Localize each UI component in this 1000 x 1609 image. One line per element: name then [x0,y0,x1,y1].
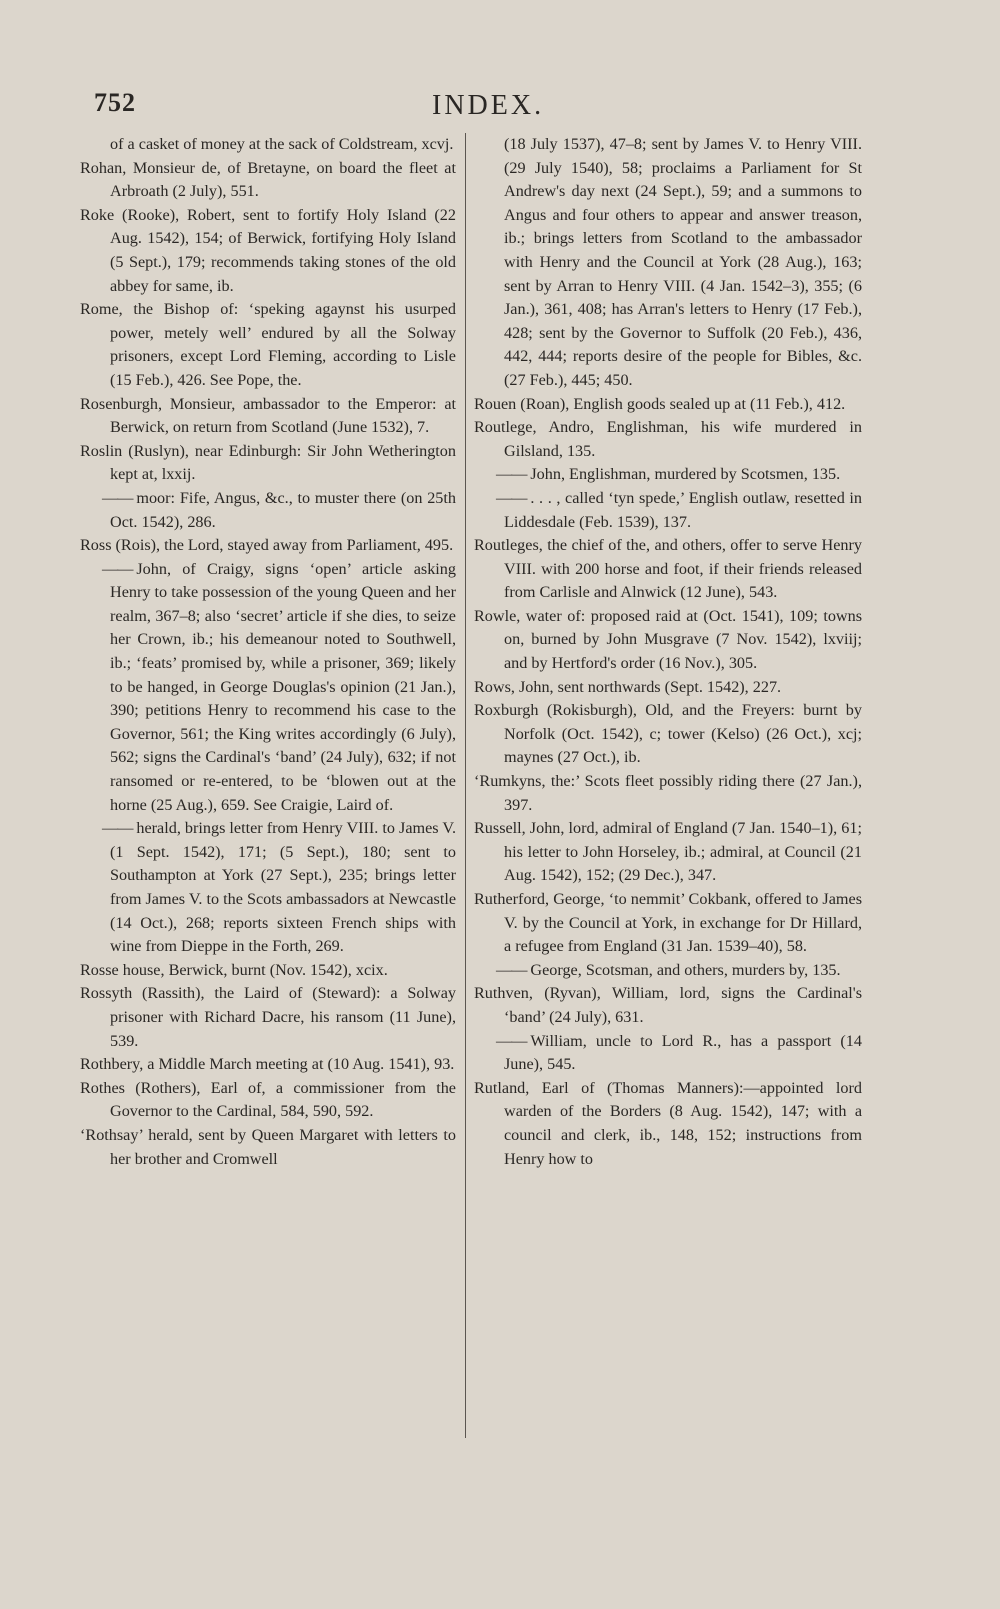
index-entry: Russell, John, lord, admiral of England (7 Jan. 1540–1), 61; his letter to John Horseley, ib.; admiral, at Council (21 Aug. 1542), 152; (29 Dec.), 347. [474,819,862,885]
running-title: INDEX. [432,90,545,121]
index-entry: Roke (Rooke), Robert, sent to fortify Holy Island (22 Aug. 1542), 154; of Berwick, fortifying Holy Island (5 Sept.), 179; recommends taking stones of the old abbey for same, ib. [80,205,456,295]
index-entry: of a casket of money at the sack of Coldstream, xcvj. [110,135,454,153]
index-entry: Rosenburgh, Monsieur, ambassador to the Emperor: at Berwick, on return from Scotland (June 1532), 7. [80,394,456,437]
index-entry: ‘Rumkyns, the:’ Scots fleet possibly riding there (27 Jan.), 397. [474,772,862,814]
index-subentry: —— John, Englishman, murdered by Scotsmen, 135. [474,463,862,487]
index-entry: Rosse house, Berwick, burnt (Nov. 1542), xcix. [80,960,388,979]
index-entry: Rouen (Roan), English goods sealed up at (11 Feb.), 412. [474,394,846,413]
index-entry: Ross (Rois), the Lord, stayed away from Parliament, 495. [80,536,454,555]
page-number: 752 [94,88,136,117]
index-entry: Rows, John, sent northwards (Sept. 1542), 227. [474,677,782,696]
index-entry: ‘Rothsay’ herald, sent by Queen Margaret with letters to her brother and Cromwell [80,1125,456,1168]
index-entry: Rossyth (Rassith), the Laird of (Steward): a Solway prisoner with Richard Dacre, his ransom (11 June), 539. [80,984,456,1050]
index-entry: Rowle, water of: proposed raid at (Oct. 1541), 109; towns on, burned by John Musgrave (7 Nov. 1542), lxviij; and by Hertford's order (16 Nov.), 305. [474,606,862,673]
index-entry: Ruthven, (Ryvan), William, lord, signs the Cardinal's ‘band’ (24 July), 631. [474,984,862,1026]
column-divider [465,133,466,1438]
index-entry: (18 July 1537), 47–8; sent by James V. to Henry VIII. (29 July 1540), 58; proclaims a Parliament for St Andrew's day next (24 Sept.), 59; and a summons to Angus and four others to appear and answer treason, ib.; brings letters from Scotland to the ambassador with Henry and the Council at York (28 Aug.), 163; sent by Arran to Henry VIII. (4 Jan. 1542–3), 355; (6 Jan.), 361, 408; has Arran's letters to Henry (17 Feb.), 428; sent by the Governor to Suffolk (20 Feb.), 436, 442, 444; reports desire of the people for Bibles, &c. (27 Feb.), 445; 450. [504,135,862,389]
index-entry: Rothbery, a Middle March meeting at (10 Aug. 1541), 93. [80,1055,455,1074]
page-header [92,88,932,128]
index-entry: Rome, the Bishop of: ‘speking agaynst his usurped power, metely well’ endured by all the Solway prisoners, except Lord Fleming, according to Lisle (15 Feb.), 426. See Pope, the. [80,300,456,389]
index-entry: Rutherford, George, ‘to nemmit’ Cokbank, offered to James V. by the Council at York, in exchange for Dr Hillard, a refugee from England (31 Jan. 1539–40), 58. [474,890,862,956]
index-entry: Roxburgh (Rokisburgh), Old, and the Freyers: burnt by Norfolk (Oct. 1542), c; tower (Kelso) (26 Oct.), xcj; maynes (27 Oct.), ib. [474,701,862,767]
index-subentry: —— John, of Craigy, signs ‘open’ article asking Henry to take possession of the young Queen and her realm, 367–8; also ‘secret’ article if she dies, to seize her Crown, ib.; his demeanour noted to Southwell, ib.; ‘feats’ promised by, while a prisoner, 369; likely to be hanged, in George Douglas's opinion (21 Jan.), 390; petitions Henry to recommend his case to the Governor, 561; the King writes accordingly (6 July), 562; signs the Cardinal's ‘band’ (24 July), 632; if not ransomed or re-entered, to be ‘blowen out at the horne (25 Aug.), 659. See Craigie, Laird of. [80,558,456,818]
index-entry: Routlege, Andro, Englishman, his wife murdered in Gilsland, 135. [474,418,862,460]
index-subentry: —— William, uncle to Lord R., has a passport (14 June), 545. [474,1030,862,1077]
index-entry: Rohan, Monsieur de, of Bretayne, on board the fleet at Arbroath (2 July), 551. [80,158,456,201]
index-entry: Rothes (Rothers), Earl of, a commissioner from the Governor to the Cardinal, 584, 590, 592. [80,1078,456,1121]
right-column [474,133,862,1171]
index-subentry: —— George, Scotsman, and others, murders by, 135. [474,959,862,983]
index-subentry: —— moor: Fife, Angus, &c., to muster there (on 25th Oct. 1542), 286. [80,487,456,534]
index-entry: Routleges, the chief of the, and others, offer to serve Henry VIII. with 200 horse and foot, if their friends released from Carlisle and Alnwick (12 June), 543. [474,536,862,602]
index-entry: Roslin (Ruslyn), near Edinburgh: Sir John Wetherington kept at, lxxij. [80,441,456,484]
index-entry: Rutland, Earl of (Thomas Manners):—appointed lord warden of the Borders (8 Aug. 1542), 147; with a council and clerk, ib., 148, 152; instructions from Henry how to [474,1078,862,1168]
index-subentry: —— . . . , called ‘tyn spede,’ English outlaw, resetted in Liddesdale (Feb. 1539), 137. [474,487,862,534]
index-subentry: —— herald, brings letter from Henry VIII. to James V. (1 Sept. 1542), 171; (5 Sept.), 180; sent to Southampton at York (27 Sept.), 235; brings letter from James V. to the Scots ambassadors at Newcastle (14 Oct.), 268; reports sixteen French ships with wine from Dieppe in the Forth, 269. [80,817,456,959]
left-column [80,133,456,1171]
